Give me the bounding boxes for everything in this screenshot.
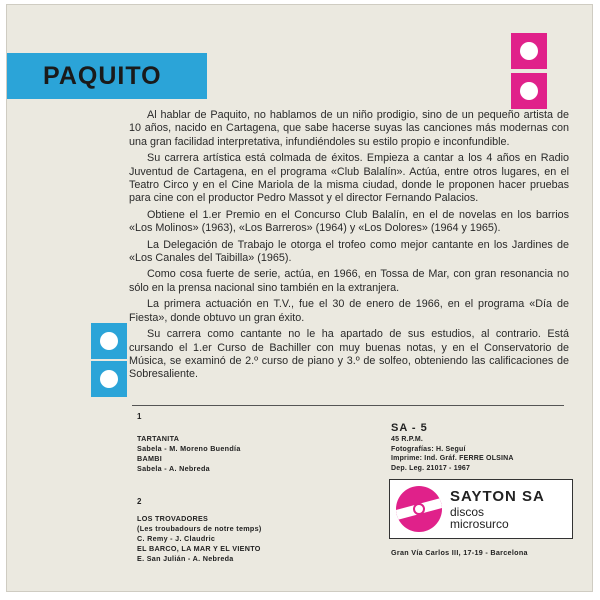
record-sleeve-back xyxy=(6,4,593,592)
track-title: EL BARCO, LA MAR Y EL VIENTO xyxy=(137,544,261,553)
bio-paragraph: Al hablar de Paquito, no hablamos de un niño prodigio, sino de un pequeño artista de 10 años, nacido en Cartagena, que sabe hacerse suyas las canciones más modernas con una gran facilidad interpretativa, infundiéndoles su estilo propio e inconfundible. xyxy=(129,109,569,148)
info-line: Imprime: Ind. Gráf. FERRE OLSINA xyxy=(391,455,514,463)
artist-title: PAQUITO xyxy=(43,62,162,90)
track-credit: E. San Julián - A. Nebreda xyxy=(137,554,234,563)
side-1-tracklist xyxy=(137,434,241,474)
side-2-number: 2 xyxy=(137,497,142,506)
label-subtitle: discos microsurco xyxy=(450,505,509,531)
label-brand-name: SAYTON SA xyxy=(450,488,545,505)
divider-line xyxy=(132,405,564,406)
catalog-number: SA - 5 xyxy=(391,422,428,434)
pink-square-hole-top xyxy=(511,33,547,69)
record-label-logo-icon xyxy=(396,486,442,532)
track-title: LOS TROVADORES xyxy=(137,514,209,523)
info-line: 45 R.P.M. xyxy=(391,436,424,444)
bio-paragraph: Su carrera artística está colmada de éxitos. Empieza a cantar a los 4 años en Radio Juventud de Cartagena, en el programa «Club Balalín». Actúa, entre otros lugares, en el Teatro Circo y en el Cine Mariola de la misma ciudad, donde le proponen hacer pruebas para cine con el productor Pedro Massot y el director Fernando Palacios. xyxy=(129,152,569,205)
side-1-number: 1 xyxy=(137,412,142,421)
track-credit: Sabela - A. Nebreda xyxy=(137,464,210,473)
blue-square-hole-top xyxy=(91,323,127,359)
label-address: Gran Vía Carlos III, 17-19 - Barcelona xyxy=(391,548,528,557)
bio-paragraph: La Delegación de Trabajo le otorga el trofeo como mejor cantante en los Jardines de «Los Canales del Taibilla» (1965). xyxy=(129,238,569,265)
title-bar xyxy=(7,53,207,99)
biography-text xyxy=(129,109,569,385)
label-logo-box xyxy=(389,479,573,539)
bio-paragraph: Su carrera como cantante no le ha apartado de sus estudios, al contrario. Está cursando el 1.er Curso de Bachiller con muy buenas notas, y en el Conservatorio de Música, se examinó de 2.º curso de piano y 3.º de solfeo, obteniendo las calificaciones de Sobresaliente. xyxy=(129,328,569,381)
track-title: TARTANITA xyxy=(137,434,180,443)
pink-square-hole-bottom xyxy=(511,73,547,109)
blue-square-hole-bottom xyxy=(91,361,127,397)
side-2-tracklist xyxy=(137,514,262,564)
release-info xyxy=(391,424,571,473)
track-title: BAMBI xyxy=(137,454,163,463)
track-credit: Sabela - M. Moreno Buendía xyxy=(137,444,241,453)
info-line: Dep. Leg. 21017 - 1967 xyxy=(391,464,471,472)
track-credit: C. Remy - J. Claudric xyxy=(137,534,216,543)
info-line: Fotografías: H. Seguí xyxy=(391,445,466,453)
bio-paragraph: Obtiene el 1.er Premio en el Concurso Club Balalín, en el de novelas en los barrios «Los Molinos» (1963), «Los Barreros» (1964) y «Los Dolores» (1964 y 1965). xyxy=(129,208,569,235)
bio-paragraph: La primera actuación en T.V., fue el 30 de enero de 1966, en el programa «Día de Fiesta», donde obtuvo un gran éxito. xyxy=(129,298,569,324)
track-subtitle: (Les troubadours de notre temps) xyxy=(137,524,262,533)
bio-paragraph: Como cosa fuerte de serie, actúa, en 1966, en Tossa de Mar, con gran resonancia no sólo en la prensa nacional sino también en la extranjera. xyxy=(129,268,569,294)
